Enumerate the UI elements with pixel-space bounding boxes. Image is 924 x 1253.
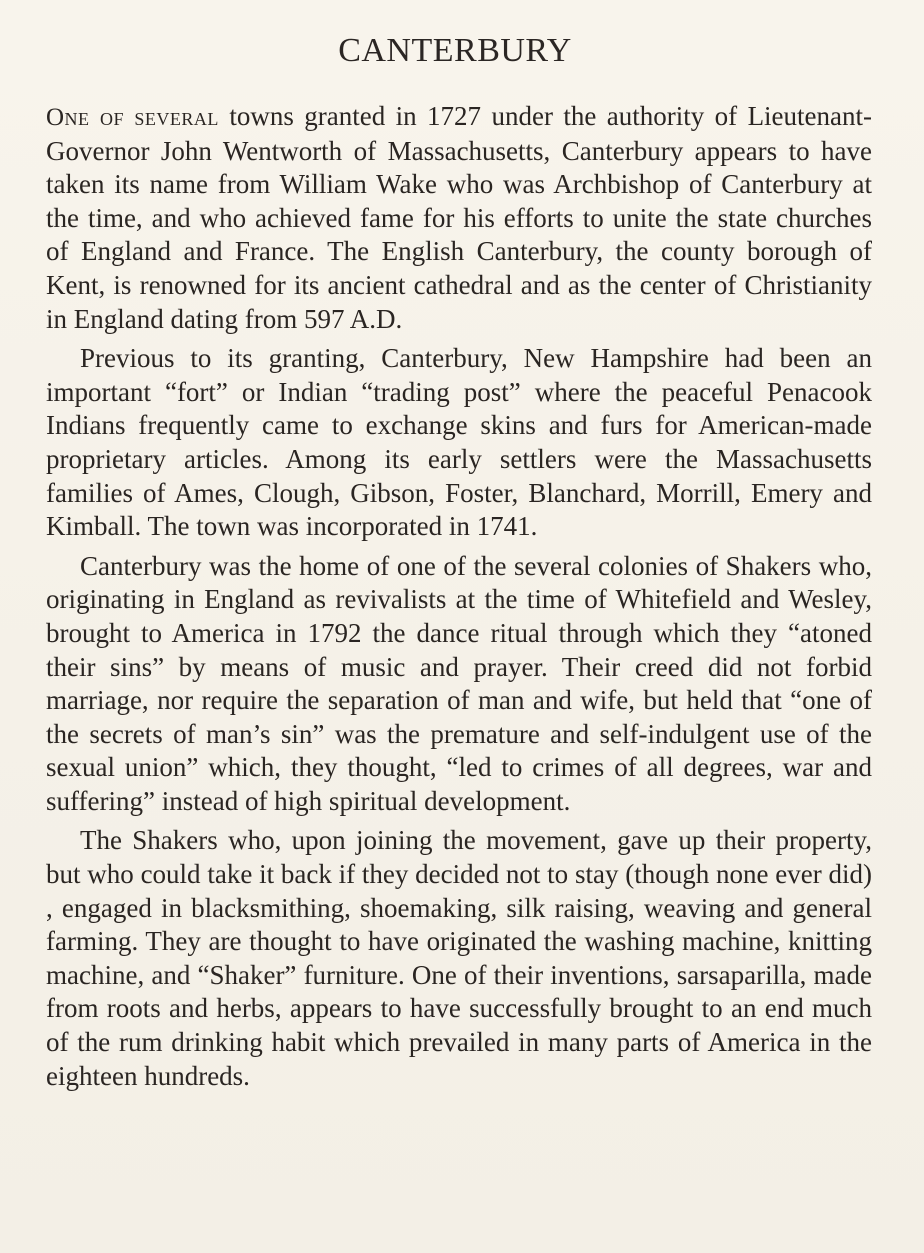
paragraph-4 [46,824,872,1093]
paragraph-2 [46,342,872,544]
paragraph-1-lead: One of several [46,104,219,131]
page-title: CANTERBURY [338,32,572,69]
article-body [46,100,872,1099]
paragraph-2-text: Previous to its granting, Canterbury, New Hampshire had been an important “fort” or Indian “trading post” where the peaceful Penacook Indians frequently came to exchange skins and furs for American-made proprietary articles. Among its early settlers were the Massachusetts families of Ames, Clough, Gibson, Foster, Blanchard, Morrill, Emery and Kimball. The town was incorporated in 1741. [46,343,872,542]
paragraph-4-text: The Shakers who, upon joining the movement, gave up their property, but who could take it back if they decided not to stay (though none ever did) , engaged in blacksmithing, shoemaking, silk raising, weaving and general farming. They are thought to have originated the washing machine, knitting machine, and “Shaker” furniture. One of their inventions, sarsaparilla, made from roots and herbs, appears to have successfully brought to an end much of the rum drinking habit which prevailed in many parts of America in the eighteen hundreds. [46,825,872,1091]
paragraph-3-text: Canterbury was the home of one of the several colonies of Shakers who, originating in England as revivalists at the time of Whitefield and Wesley, brought to America in 1792 the dance ritual through which they “atoned their sins” by means of music and prayer. Their creed did not forbid marriage, nor require the separation of man and wife, but held that “one of the secrets of man’s sin” was the premature and self-indulgent use of the sexual union” which, they thought, “led to crimes of all degrees, war and suffering” instead of high spiritual development. [46,550,872,816]
paragraph-1-text: towns granted in 1727 under the authority of Lieutenant-Governor John Wentworth of Massachusetts, Canterbury appears to have taken its name from William Wake who was Archbishop of Canterbury at the time, and who achieved fame for his efforts to unite the state churches of England and France. The English Canterbury, the county borough of Kent, is renowned for its ancient cathedral and as the center of Christianity in England dating from 597 A.D. [46,101,873,334]
paragraph-3 [46,550,872,819]
paragraph-1 [46,100,872,336]
